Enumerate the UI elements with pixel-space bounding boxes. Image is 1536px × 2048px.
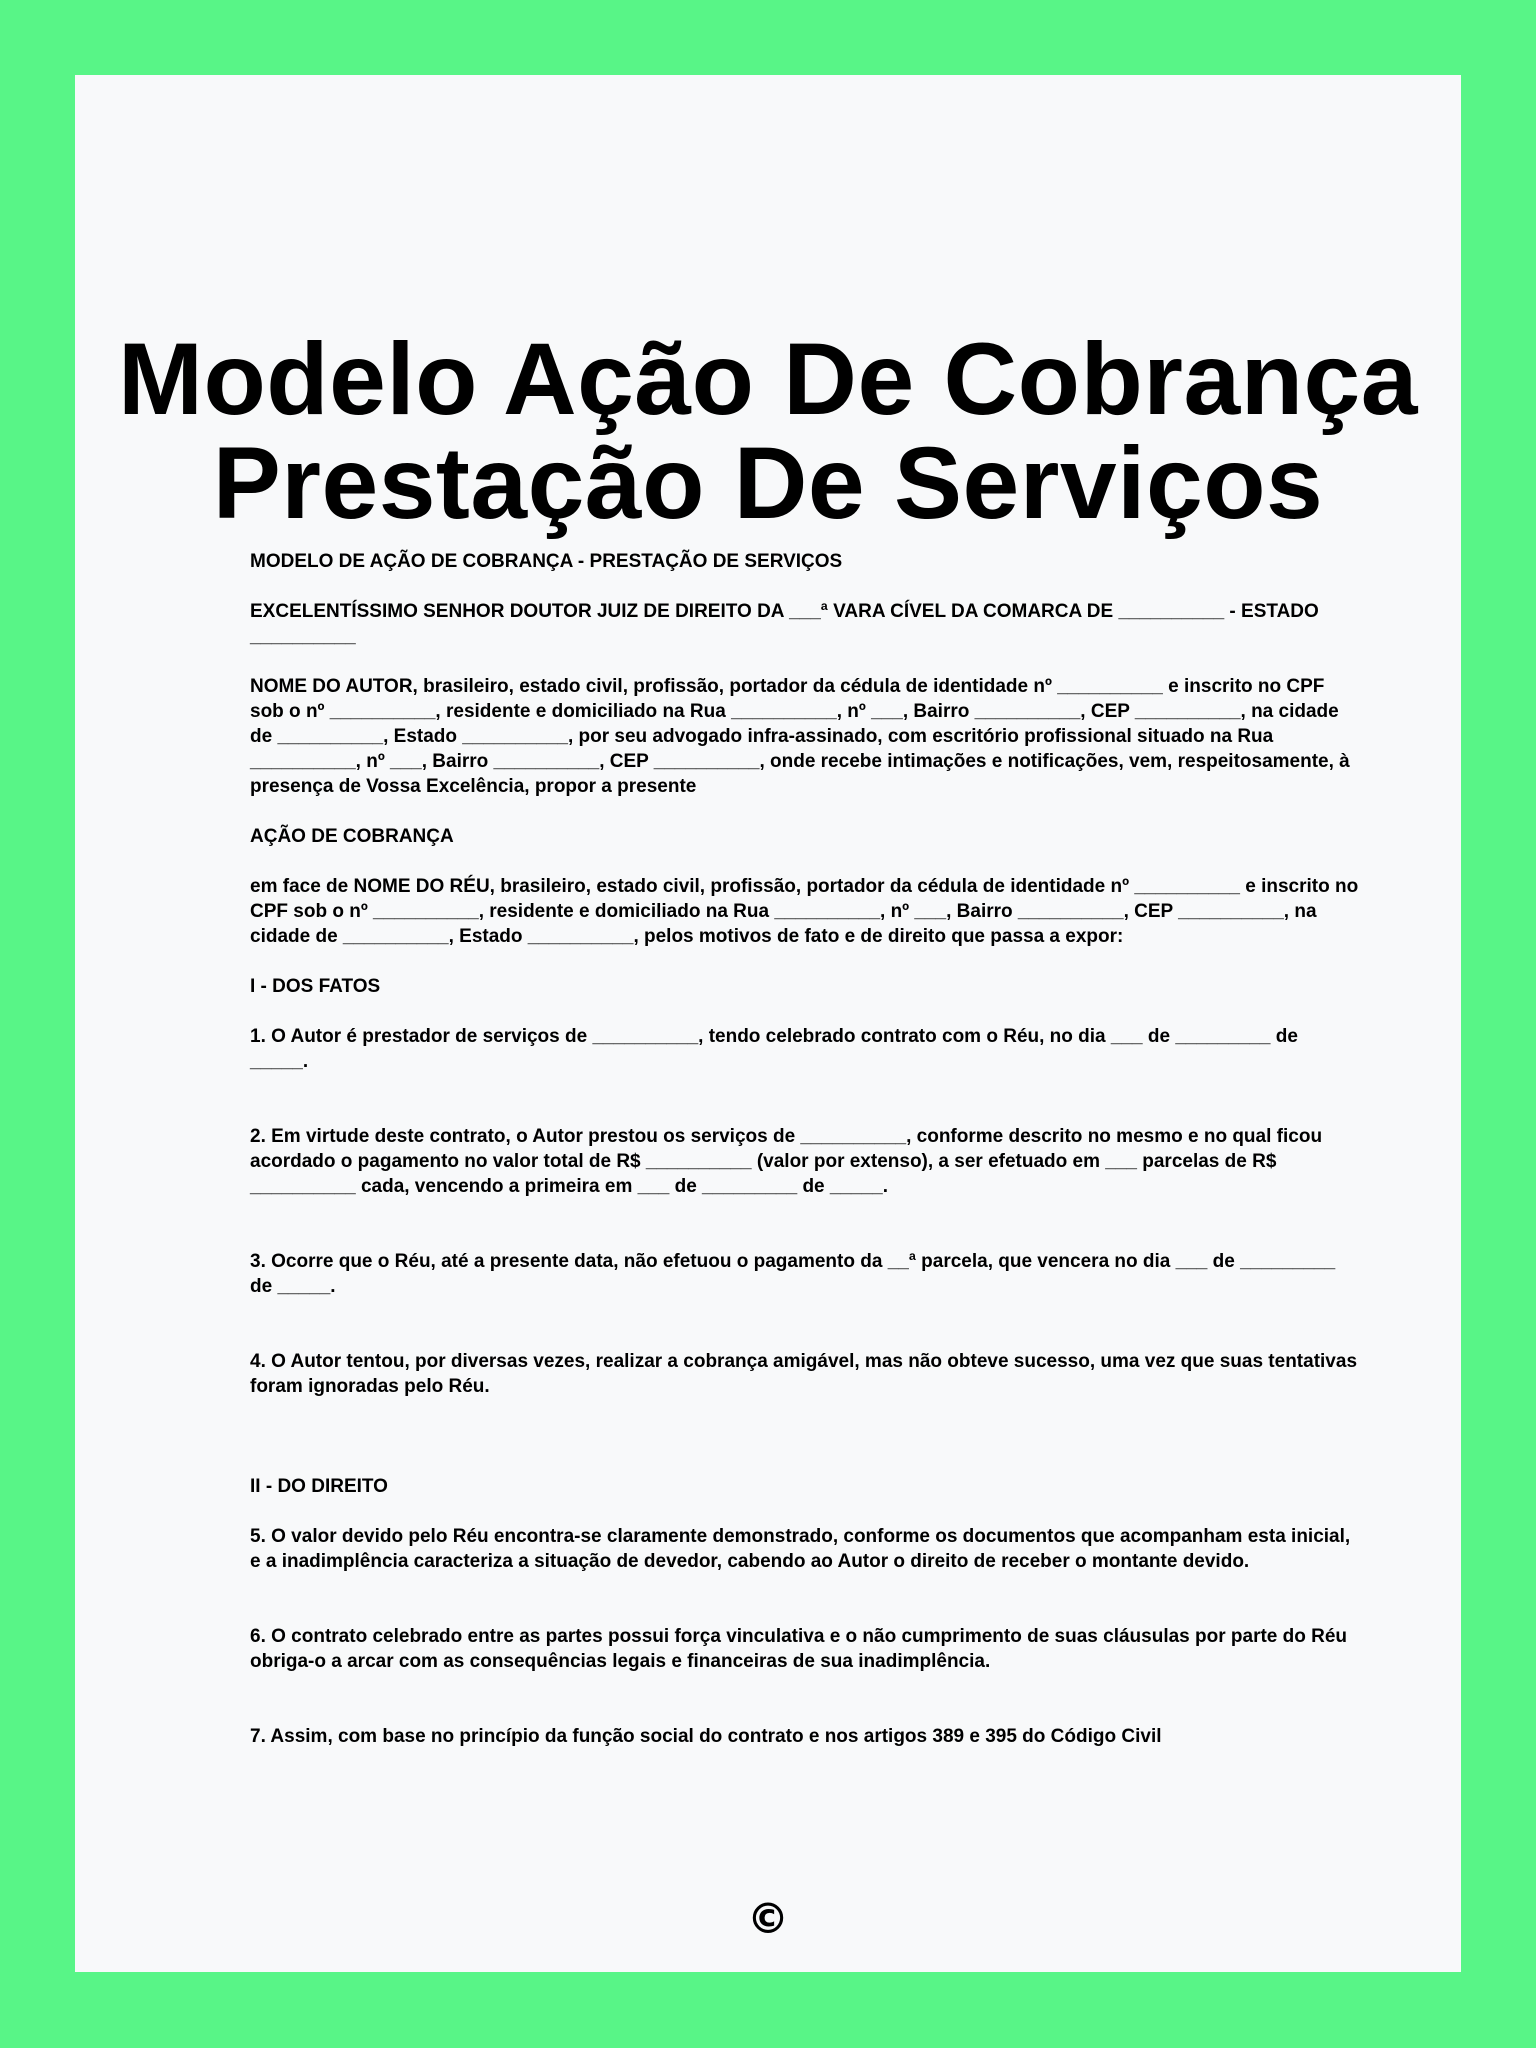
section-heading-law: II - DO DIREITO [250, 1476, 388, 1497]
document-body [250, 549, 1360, 1749]
fact-paragraph-2: 2. Em virtude deste contrato, o Autor prestou os serviços de __________, conforme descrito no mesmo e no qual ficou acordado o pagamento no valor total de R$ __________ (valor por extenso), a ser efetuado em ___ parcelas de R$ __________ cada, vencendo a primeira em ___ de _________ de _____. [250, 1126, 1323, 1197]
fact-paragraph-4: 4. O Autor tentou, por diversas vezes, realizar a cobrança amigável, mas não obteve sucesso, uma vez que suas tentativas foram ignoradas pelo Réu. [250, 1351, 1358, 1397]
page-title-line-2: Prestação De Serviços [212, 426, 1324, 540]
law-paragraph-6: 6. O contrato celebrado entre as partes possui força vinculativa e o não cumprimento de suas cláusulas por parte do Réu obriga-o a arcar com as consequências legais e financeiras de sua inadimplência. [250, 1626, 1348, 1672]
fact-paragraph-1: 1. O Autor é prestador de serviços de __________, tendo celebrado contrato com o Réu, no dia ___ de _________ de _____. [250, 1026, 1298, 1072]
addressee-paragraph: EXCELENTÍSSIMO SENHOR DOUTOR JUIZ DE DIREITO DA ___ª VARA CÍVEL DA COMARCA DE __________ - ESTADO __________ [250, 601, 1319, 647]
author-qualification-paragraph: NOME DO AUTOR, brasileiro, estado civil, profissão, portador da cédula de identidade nº __________ e inscrito no CPF sob o nº __________, residente e domiciliado na Rua __________, nº ___, Bairro __________, CEP __________, na cidade de __________, Estado __________, por seu advogado infra-assinado, com escritório profissional situado na Rua __________, nº ___, Bairro __________, CEP __________, onde recebe intimações e notificações, vem, respeitosamente, à presença de Vossa Excelência, propor a presente [250, 676, 1350, 797]
action-title: AÇÃO DE COBRANÇA [250, 826, 454, 847]
page-title [75, 322, 1461, 540]
document-page [75, 75, 1461, 1972]
defendant-qualification-paragraph: em face de NOME DO RÉU, brasileiro, estado civil, profissão, portador da cédula de identidade nº __________ e inscrito no CPF sob o nº __________, residente e domiciliado na Rua __________, nº ___, Bairro __________, CEP __________, na cidade de __________, Estado __________, pelos motivos de fato e de direito que passa a expor: [250, 876, 1359, 947]
page-title-line-1: Modelo Ação De Cobrança [118, 322, 1418, 436]
law-paragraph-7: 7. Assim, com base no princípio da função social do contrato e nos artigos 389 e 395 do Código Civil [250, 1726, 1162, 1747]
law-paragraph-5: 5. O valor devido pelo Réu encontra-se claramente demonstrado, conforme os documentos que acompanham esta inicial, e a inadimplência caracteriza a situação de devedor, cabendo ao Autor o direito de receber o montante devido. [250, 1526, 1351, 1572]
fact-paragraph-3: 3. Ocorre que o Réu, até a presente data, não efetuou o pagamento da __ª parcela, que vencera no dia ___ de _________ de _____. [250, 1251, 1336, 1297]
document-heading: MODELO DE AÇÃO DE COBRANÇA - PRESTAÇÃO DE SERVIÇOS [250, 551, 843, 572]
section-heading-facts: I - DOS FATOS [250, 976, 381, 997]
copyright-icon: © [747, 1894, 789, 1943]
